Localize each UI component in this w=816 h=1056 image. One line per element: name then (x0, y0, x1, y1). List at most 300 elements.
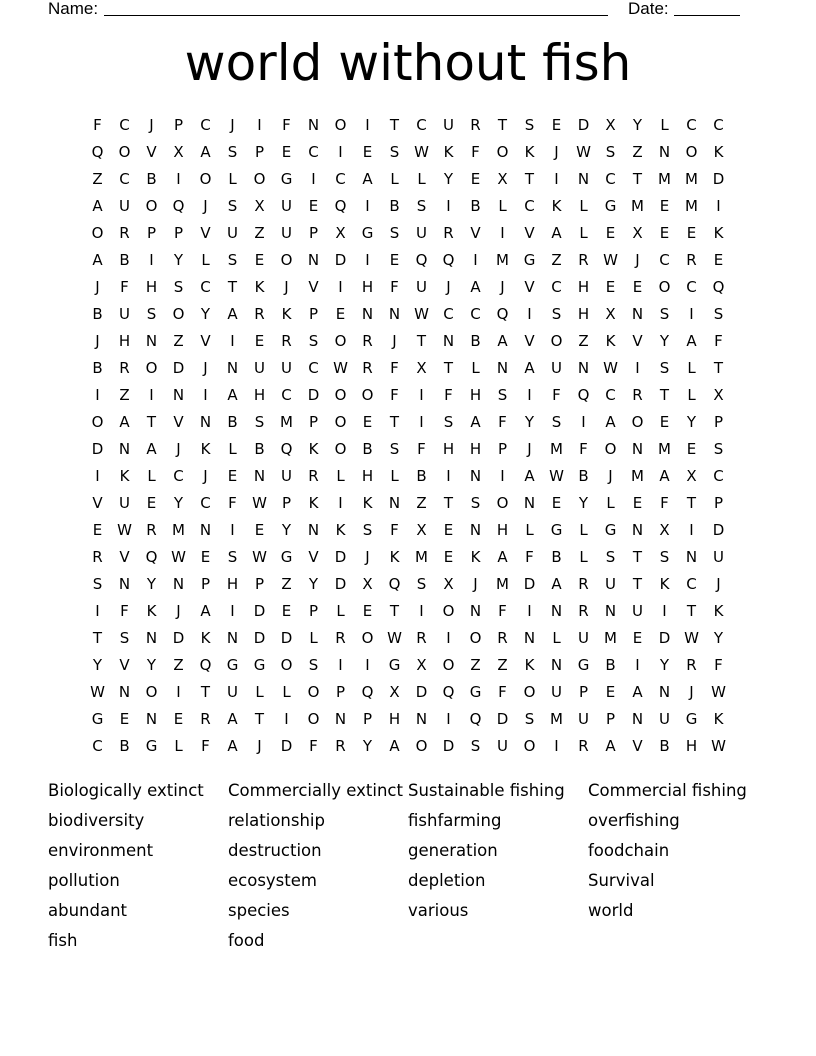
grid-letter: E (173, 710, 184, 728)
grid-letter: R (254, 305, 265, 323)
grid-letter: N (469, 602, 482, 620)
grid-letter: H (577, 278, 590, 296)
grid-row (84, 274, 732, 301)
grid-letter: F (714, 332, 723, 350)
grid-letter: V (92, 494, 103, 512)
grid-letter: T (146, 413, 157, 431)
grid-letter: B (578, 467, 589, 485)
grid-letter: R (308, 467, 319, 485)
grid-letter: R (578, 737, 589, 755)
grid-letter: R (362, 359, 373, 377)
grid-letter: K (254, 278, 265, 296)
grid-letter: E (281, 143, 292, 161)
grid-letter: J (95, 332, 100, 350)
grid-letter: E (254, 332, 265, 350)
word-list-item: foodchain (588, 841, 670, 860)
grid-letter: O (199, 170, 212, 188)
grid-letter: S (443, 413, 454, 431)
grid-letter: U (119, 494, 130, 512)
grid-letter: I (230, 521, 235, 539)
grid-letter: F (552, 386, 561, 404)
grid-letter: T (497, 116, 508, 134)
grid-letter: H (361, 278, 374, 296)
grid-letter: K (308, 440, 319, 458)
grid-letter: O (334, 386, 347, 404)
grid-letter: N (388, 305, 401, 323)
grid-letter: R (686, 656, 697, 674)
grid-letter: O (307, 710, 320, 728)
grid-letter: L (579, 197, 588, 215)
grid-letter: I (689, 305, 694, 323)
grid-letter: F (498, 602, 507, 620)
grid-row (84, 193, 732, 220)
grid-letter: P (200, 575, 211, 593)
grid-letter: Y (173, 251, 184, 269)
grid-letter: V (200, 332, 211, 350)
grid-letter: B (389, 197, 400, 215)
grid-letter: S (227, 197, 238, 215)
grid-letter: D (334, 575, 347, 593)
grid-letter: O (145, 683, 158, 701)
grid-letter: A (92, 197, 103, 215)
grid-letter: E (659, 413, 670, 431)
grid-letter: Z (173, 332, 184, 350)
grid-letter: F (282, 116, 291, 134)
word-list-item: Commercially extinct (228, 781, 403, 800)
grid-letter: W (333, 359, 348, 377)
grid-letter: W (387, 629, 402, 647)
grid-letter: F (390, 359, 399, 377)
grid-letter: Z (470, 656, 481, 674)
grid-letter: N (415, 710, 428, 728)
grid-letter: F (120, 602, 129, 620)
word-list-item: Biologically extinct (48, 781, 204, 800)
grid-letter: P (254, 143, 265, 161)
grid-letter: H (388, 710, 401, 728)
grid-letter: O (307, 683, 320, 701)
grid-letter: J (203, 467, 208, 485)
grid-letter: S (659, 359, 670, 377)
grid-letter: D (712, 521, 725, 539)
grid-letter: Z (632, 143, 643, 161)
grid-letter: P (173, 116, 184, 134)
grid-letter: M (604, 629, 617, 647)
grid-letter: N (469, 521, 482, 539)
grid-row (84, 463, 732, 490)
grid-letter: C (119, 170, 130, 188)
grid-letter: N (118, 683, 131, 701)
grid-letter: V (146, 143, 157, 161)
grid-letter: B (119, 251, 130, 269)
grid-letter: G (388, 656, 401, 674)
word-list-item: environment (48, 841, 154, 860)
grid-letter: I (419, 413, 424, 431)
grid-letter: P (713, 413, 724, 431)
grid-letter: T (632, 548, 643, 566)
grid-letter: N (550, 656, 563, 674)
grid-letter: Q (388, 575, 401, 593)
grid-letter: O (550, 332, 563, 350)
grid-letter: D (91, 440, 104, 458)
grid-letter: O (118, 143, 131, 161)
word-list-item: world (588, 901, 634, 920)
grid-letter: O (658, 278, 671, 296)
grid-letter: E (362, 413, 373, 431)
grid-letter: I (338, 656, 343, 674)
grid-letter: I (635, 359, 640, 377)
grid-letter: L (282, 683, 291, 701)
grid-letter: M (658, 440, 671, 458)
grid-letter: T (524, 170, 535, 188)
grid-letter: U (416, 224, 427, 242)
grid-letter: A (632, 683, 643, 701)
grid-letter: H (361, 467, 374, 485)
grid-letter: J (392, 332, 397, 350)
date-input-line[interactable] (674, 15, 740, 16)
grid-letter: G (550, 521, 563, 539)
grid-letter: B (605, 656, 616, 674)
grid-letter: L (471, 359, 480, 377)
grid-letter: D (280, 629, 293, 647)
grid-letter: D (253, 602, 266, 620)
grid-letter: E (605, 224, 616, 242)
word-list-item: fishfarming (408, 811, 502, 830)
grid-letter: Y (632, 116, 643, 134)
grid-letter: U (659, 710, 670, 728)
grid-letter: O (145, 359, 158, 377)
grid-letter: K (659, 575, 670, 593)
grid-letter: N (172, 575, 185, 593)
grid-letter: S (713, 440, 724, 458)
grid-letter: A (497, 548, 508, 566)
grid-letter: E (308, 197, 319, 215)
grid-letter: B (416, 467, 427, 485)
grid-letter: N (658, 143, 671, 161)
grid-letter: H (442, 440, 455, 458)
grid-letter: A (119, 413, 130, 431)
grid-letter: D (280, 737, 293, 755)
grid-letter: I (500, 467, 505, 485)
grid-letter: R (686, 251, 697, 269)
grid-letter: R (416, 629, 427, 647)
grid-row (84, 490, 732, 517)
grid-letter: L (336, 467, 345, 485)
grid-letter: N (253, 467, 266, 485)
grid-letter: E (605, 683, 616, 701)
grid-letter: Q (280, 440, 293, 458)
grid-letter: N (388, 494, 401, 512)
grid-letter: W (414, 143, 429, 161)
grid-letter: D (442, 737, 455, 755)
grid-letter: F (390, 386, 399, 404)
grid-letter: I (365, 116, 370, 134)
grid-letter: K (335, 521, 346, 539)
word-list-item: generation (408, 841, 498, 860)
grid-letter: O (523, 683, 536, 701)
grid-letter: B (551, 548, 562, 566)
grid-letter: U (119, 197, 130, 215)
grid-letter: S (227, 251, 238, 269)
grid-letter: T (92, 629, 103, 647)
grid-letter: J (689, 683, 694, 701)
grid-letter: H (685, 737, 698, 755)
grid-letter: Y (308, 575, 319, 593)
grid-letter: W (171, 548, 186, 566)
grid-letter: G (469, 683, 482, 701)
grid-letter: O (280, 656, 293, 674)
grid-letter: X (416, 656, 427, 674)
grid-letter: L (525, 521, 534, 539)
grid-letter: R (92, 548, 103, 566)
grid-letter: N (307, 251, 320, 269)
grid-letter: C (713, 467, 724, 485)
grid-letter: I (149, 251, 154, 269)
grid-letter: L (228, 440, 237, 458)
grid-letter: J (149, 116, 154, 134)
grid-letter: W (117, 521, 132, 539)
grid-letter: S (173, 278, 184, 296)
grid-letter: W (711, 737, 726, 755)
grid-letter: A (227, 386, 238, 404)
grid-letter: F (120, 278, 129, 296)
grid-letter: S (551, 413, 562, 431)
grid-letter: I (554, 170, 559, 188)
grid-letter: I (338, 278, 343, 296)
grid-letter: N (496, 359, 509, 377)
grid-row (84, 544, 732, 571)
grid-letter: S (524, 710, 535, 728)
grid-row (84, 517, 732, 544)
grid-row (84, 625, 732, 652)
grid-letter: H (577, 305, 590, 323)
grid-letter: V (632, 332, 643, 350)
grid-letter: U (281, 359, 292, 377)
grid-letter: K (146, 602, 157, 620)
word-list-item: overfishing (588, 811, 680, 830)
grid-letter: J (203, 359, 208, 377)
grid-letter: J (176, 440, 181, 458)
name-label: Name: (48, 0, 99, 18)
grid-letter: I (95, 386, 100, 404)
page-title: world without fish (184, 34, 632, 92)
grid-letter: K (713, 143, 724, 161)
grid-letter: U (578, 710, 589, 728)
grid-letter: A (200, 143, 211, 161)
grid-letter: I (203, 386, 208, 404)
grid-letter: Q (577, 386, 590, 404)
grid-letter: W (576, 143, 591, 161)
grid-letter: S (470, 737, 481, 755)
grid-letter: S (416, 575, 427, 593)
grid-letter: B (659, 737, 670, 755)
grid-letter: M (658, 170, 671, 188)
grid-row (84, 382, 732, 409)
grid-letter: N (577, 170, 590, 188)
grid-letter: F (417, 440, 426, 458)
grid-letter: N (199, 521, 212, 539)
grid-letter: Y (200, 305, 211, 323)
grid-letter: Q (361, 683, 374, 701)
grid-letter: Z (416, 494, 427, 512)
grid-letter: W (711, 683, 726, 701)
word-list-item: abundant (48, 901, 128, 920)
grid-letter: M (631, 197, 644, 215)
grid-letter: E (146, 494, 157, 512)
grid-letter: B (362, 440, 373, 458)
grid-letter: E (200, 548, 211, 566)
grid-letter: L (687, 386, 696, 404)
grid-letter: A (92, 251, 103, 269)
grid-letter: Y (659, 656, 670, 674)
grid-letter: D (172, 629, 185, 647)
word-list-item: Commercial fishing (588, 781, 747, 800)
grid-letter: E (119, 710, 130, 728)
grid-letter: A (200, 602, 211, 620)
grid-letter: I (419, 602, 424, 620)
grid-letter: L (228, 170, 237, 188)
grid-row (84, 301, 732, 328)
grid-row (84, 409, 732, 436)
grid-letter: C (200, 494, 211, 512)
grid-letter: A (605, 737, 616, 755)
grid-letter: F (714, 656, 723, 674)
grid-letter: N (118, 575, 131, 593)
grid-letter: R (200, 710, 211, 728)
grid-letter: I (176, 170, 181, 188)
grid-letter: N (361, 305, 374, 323)
grid-letter: S (92, 575, 103, 593)
grid-letter: G (361, 224, 374, 242)
grid-letter: N (631, 710, 644, 728)
grid-letter: Z (497, 656, 508, 674)
grid-letter: U (281, 224, 292, 242)
grid-letter: I (257, 116, 262, 134)
grid-letter: B (470, 332, 481, 350)
grid-letter: U (578, 629, 589, 647)
grid-letter: Y (146, 656, 157, 674)
grid-letter: Y (173, 494, 184, 512)
grid-letter: H (469, 440, 482, 458)
grid-letter: G (280, 548, 293, 566)
grid-letter: G (604, 521, 617, 539)
grid-letter: N (685, 548, 698, 566)
grid-letter: F (444, 386, 453, 404)
grid-letter: Q (469, 710, 482, 728)
grid-letter: W (414, 305, 429, 323)
grid-letter: B (254, 440, 265, 458)
grid-letter: V (119, 656, 130, 674)
word-list-item: ecosystem (228, 871, 317, 890)
grid-letter: U (632, 602, 643, 620)
grid-letter: W (252, 548, 267, 566)
grid-letter: B (470, 197, 481, 215)
grid-letter: N (469, 467, 482, 485)
grid-letter: I (338, 143, 343, 161)
grid-letter: F (93, 116, 102, 134)
grid-letter: N (172, 386, 185, 404)
grid-letter: X (632, 224, 643, 242)
grid-letter: F (201, 737, 210, 755)
grid-row (84, 436, 732, 463)
grid-letter: L (390, 467, 399, 485)
grid-letter: C (92, 737, 103, 755)
grid-letter: Z (254, 224, 265, 242)
grid-row (84, 247, 732, 274)
grid-letter: X (173, 143, 184, 161)
grid-letter: X (713, 386, 724, 404)
grid-letter: A (362, 170, 373, 188)
grid-letter: D (334, 548, 347, 566)
grid-letter: M (685, 170, 698, 188)
grid-letter: M (280, 413, 293, 431)
grid-letter: I (284, 710, 289, 728)
grid-letter: P (146, 224, 157, 242)
grid-letter: S (389, 224, 400, 242)
grid-letter: U (281, 197, 292, 215)
grid-letter: D (712, 170, 725, 188)
grid-letter: O (415, 737, 428, 755)
grid-letter: K (605, 332, 616, 350)
grid-letter: K (713, 602, 724, 620)
grid-letter: C (713, 116, 724, 134)
grid-letter: N (631, 521, 644, 539)
grid-letter: F (309, 737, 318, 755)
name-input-line[interactable] (104, 15, 608, 16)
grid-letter: D (577, 116, 590, 134)
grid-letter: H (253, 386, 266, 404)
grid-letter: N (631, 440, 644, 458)
grid-letter: X (686, 467, 697, 485)
grid-letter: O (145, 197, 158, 215)
grid-row (84, 112, 732, 139)
grid-letter: O (442, 656, 455, 674)
date-label: Date: (628, 0, 669, 18)
grid-letter: I (176, 683, 181, 701)
grid-letter: O (334, 116, 347, 134)
grid-letter: V (632, 737, 643, 755)
grid-letter: E (92, 521, 103, 539)
grid-letter: J (716, 575, 721, 593)
grid-letter: P (308, 305, 319, 323)
grid-letter: N (226, 359, 239, 377)
grid-letter: Y (281, 521, 292, 539)
grid-letter: I (311, 170, 316, 188)
grid-letter: L (147, 467, 156, 485)
grid-letter: N (604, 602, 617, 620)
grid-letter: B (92, 305, 103, 323)
grid-letter: S (551, 305, 562, 323)
grid-letter: E (551, 494, 562, 512)
grid-letter: T (632, 575, 643, 593)
grid-letter: W (684, 629, 699, 647)
grid-letter: Z (119, 386, 130, 404)
grid-letter: J (446, 278, 451, 296)
grid-letter: C (524, 197, 535, 215)
word-list-item: relationship (228, 811, 325, 830)
grid-letter: Q (442, 683, 455, 701)
grid-letter: I (149, 386, 154, 404)
grid-letter: C (686, 575, 697, 593)
grid-letter: C (119, 116, 130, 134)
grid-letter: A (146, 440, 157, 458)
grid-letter: N (145, 332, 158, 350)
grid-letter: P (713, 494, 724, 512)
grid-letter: J (203, 197, 208, 215)
grid-letter: E (551, 116, 562, 134)
grid-letter: P (497, 440, 508, 458)
grid-letter: M (496, 575, 509, 593)
grid-letter: N (658, 683, 671, 701)
